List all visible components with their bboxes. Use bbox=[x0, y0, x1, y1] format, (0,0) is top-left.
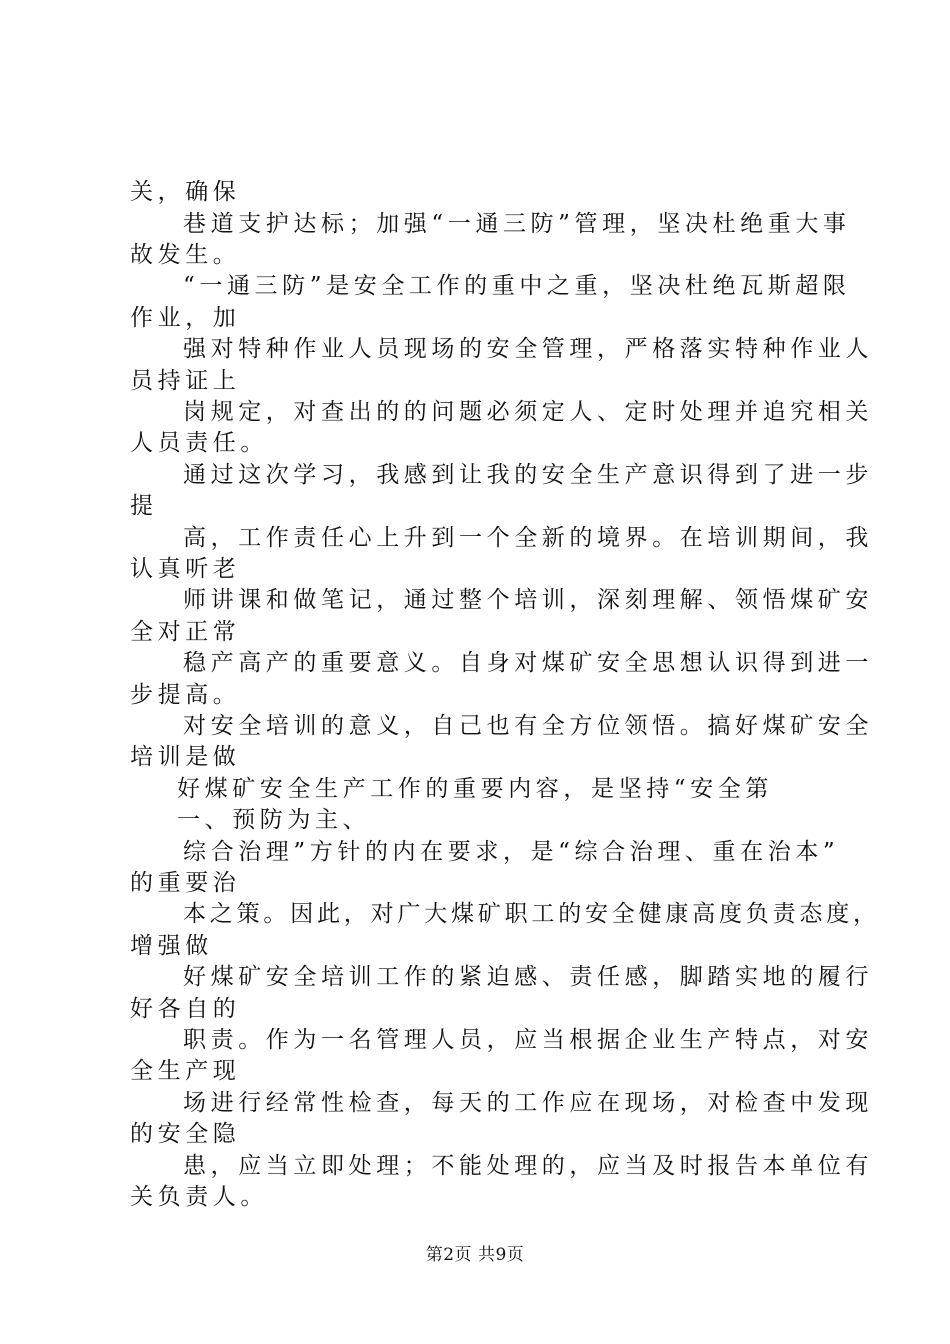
text-line: 强对特种作业人员现场的安全管理，严格落实特种作业人 bbox=[183, 336, 873, 362]
text-line: 增强做 bbox=[130, 933, 213, 959]
text-line: 的重要治 bbox=[130, 870, 241, 896]
text-line: 综合治理”方针的内在要求，是“综合治理、重在治本” bbox=[183, 839, 840, 865]
text-line: 关负责人。 bbox=[130, 1184, 268, 1210]
text-line: 的安全隐 bbox=[130, 1121, 241, 1147]
text-line: 师讲课和做笔记，通过整个培训，深刻理解、领悟煤矿安 bbox=[183, 587, 873, 613]
text-line: 岗规定，对查出的的问题必须定人、定时处理并追究相关 bbox=[183, 399, 873, 425]
text-line: 职责。作为一名管理人员，应当根据企业生产特点，对安 bbox=[183, 1027, 873, 1053]
text-line: 培训是做 bbox=[130, 744, 241, 770]
text-line: 员持证上 bbox=[130, 368, 241, 394]
text-line: 一、预防为主、 bbox=[177, 807, 371, 833]
page-number-footer: 第2页 共9页 bbox=[425, 1245, 525, 1265]
text-line: 场进行经常性检查，每天的工作应在现场，对检查中发现 bbox=[183, 1090, 873, 1116]
text-line: 认真听老 bbox=[130, 556, 241, 582]
text-line: 高，工作责任心上升到一个全新的境界。在培训期间，我 bbox=[183, 525, 873, 551]
text-line: 对安全培训的意义，自己也有全方位领悟。搞好煤矿安全 bbox=[183, 713, 873, 739]
text-line: 步提高。 bbox=[130, 682, 241, 708]
text-line: 患，应当立即处理；不能处理的，应当及时报告本单位有 bbox=[183, 1153, 873, 1179]
text-line: 通过这次学习，我感到让我的安全生产意识得到了进一步 bbox=[183, 462, 873, 488]
text-line: “一通三防”是安全工作的重中之重，坚决杜绝瓦斯超限 bbox=[183, 273, 851, 299]
text-line: 全对正常 bbox=[130, 619, 241, 645]
text-line: 全生产现 bbox=[130, 1058, 241, 1084]
text-line: 人员责任。 bbox=[130, 430, 268, 456]
text-line: 提 bbox=[130, 493, 158, 519]
text-line: 好煤矿安全生产工作的重要内容，是坚持“安全第 bbox=[177, 776, 773, 802]
text-line: 关，确保 bbox=[130, 179, 241, 205]
text-line: 本之策。因此，对广大煤矿职工的安全健康高度负责态度， bbox=[183, 901, 880, 927]
text-line: 好各自的 bbox=[130, 996, 241, 1022]
text-line: 好煤矿安全培训工作的紧迫感、责任感，脚踏实地的履行 bbox=[183, 964, 873, 990]
text-line: 作业，加 bbox=[130, 305, 241, 331]
text-line: 稳产高产的重要意义。自身对煤矿安全思想认识得到进一 bbox=[183, 650, 873, 676]
text-line: 巷道支护达标；加强“一通三防”管理，坚决杜绝重大事 bbox=[183, 211, 851, 237]
text-line: 故发生。 bbox=[130, 242, 241, 268]
